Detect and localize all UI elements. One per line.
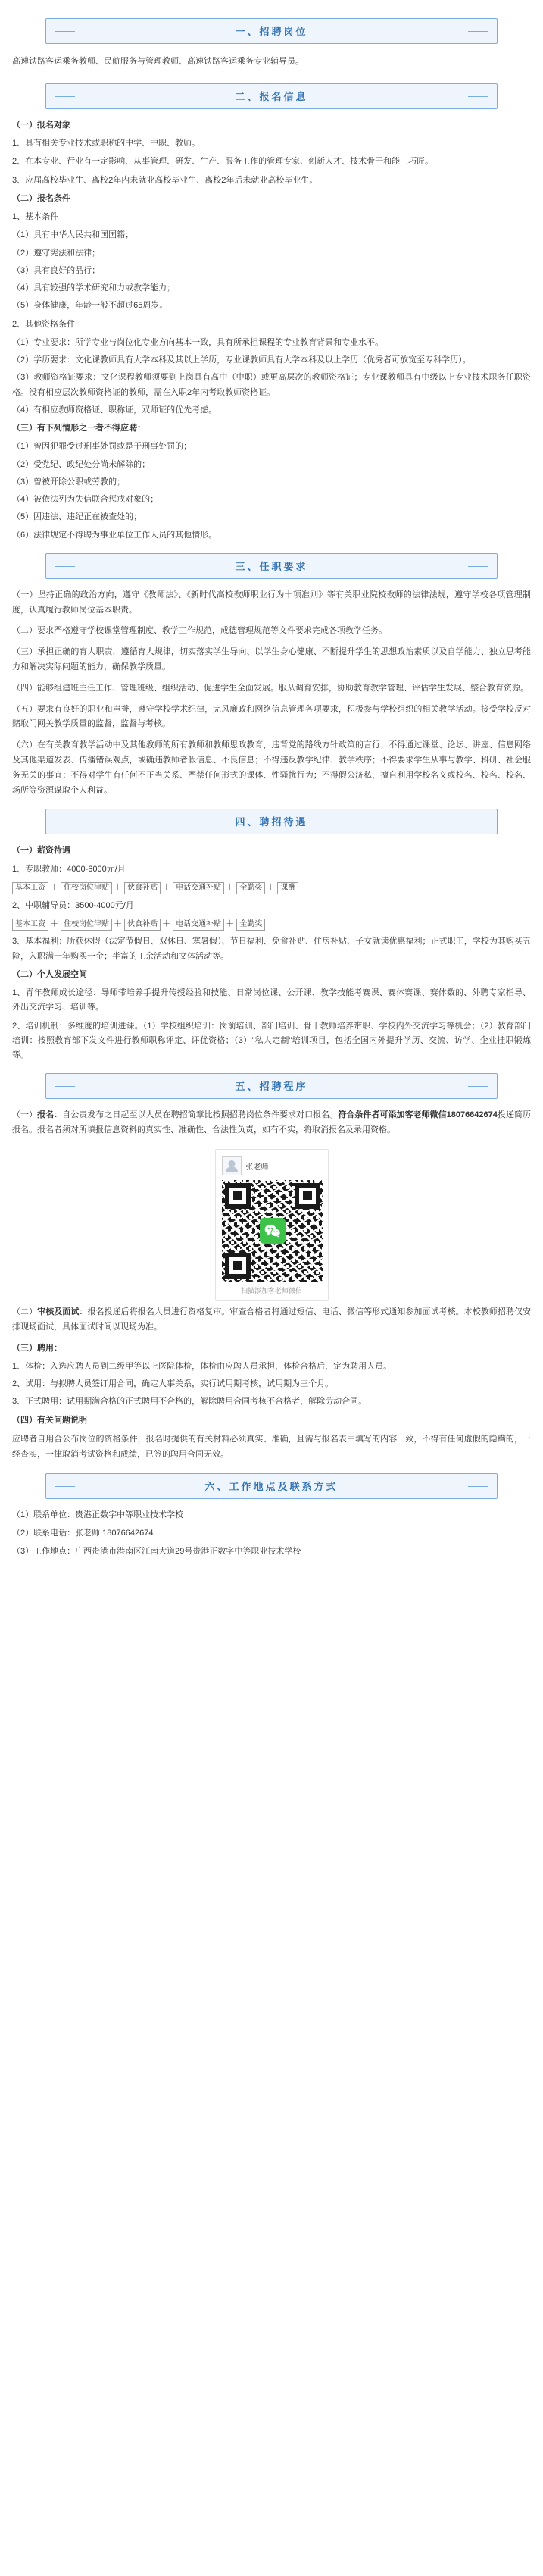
section-title: 一、招聘岗位	[235, 26, 308, 37]
qr-header	[222, 1156, 322, 1175]
paragraph: 1、专职教师：4000-6000元/月	[12, 864, 126, 874]
wechat-qr-code[interactable]	[222, 1180, 323, 1282]
paragraph-review: （二）审核及面试：报名投递后将报名人员进行资格复审。审查合格者将通过短信、电话、微信等形式通知参加面试考核。本校教师招聘仅安排现场面试，具体面试时间以现场为准。	[12, 1307, 532, 1332]
section-banner-benefits	[45, 809, 498, 834]
paragraph: （一）坚持正确的政治方向，遵守《教师法》、《新时代高校教师职业行为十项准则》等有关职业院校教师的法律法规，遵守学校各项管理制度，认真履行教师岗位基本职责。	[12, 590, 531, 615]
paragraph: （三）承担正确的育人职责，遵循育人规律，切实落实学生导向、以学生身心健康、不断提升学生的思想政治素质以及自学能力、独立思考能力和解决实际问题的能力，确保教学质量。	[12, 647, 531, 671]
salary-composition-counselor: 基本工资 ＋ 住校岗位津贴 ＋ 伙食补贴 ＋ 电话交通补贴 ＋ 全勤奖	[12, 917, 531, 931]
salary-tag: 伙食补贴	[124, 882, 161, 894]
paragraph: （六）在有关教育教学活动中及其他教师的所有教师和教师思政教育，违背党的路线方针政策的言行；不得通过课堂、论坛、讲座、信息网络及其他渠道发表、传播错误观点，或确违教师者假信息、不良信息；不得违反教学纪律、教学秩序；不得要求学生从事与教学、科研、社会服务无关的事宜；不得对学生有任何不正当关系、严禁任何形式的课体、性骚扰行为；不得假公济私，擅自利用学校名义或校名、校名、校名、场所等资源谋取个人利益。	[12, 740, 531, 795]
sub-heading: （三）有下列情形之一者不得应聘：	[12, 424, 145, 434]
section-banner-positions	[45, 18, 498, 44]
contact-name: 张老师	[245, 1163, 269, 1172]
salary-tag: 基本工资	[12, 919, 48, 931]
paragraph: 1、青年教师成长途径：导师带培养手提升传授经验和技能、日常岗位课、公开课、教学技能考赛课、赛体赛课、赛体数的、外聘专家指导、外出交流学习、培训等。	[12, 988, 531, 1013]
paragraph: （4）有相应教师资格证、职称证，双师证的优先考虑。	[12, 405, 217, 415]
sub-heading: （二）个人发展空间	[12, 969, 87, 979]
paragraph: 2、在本专业、行业有一定影响、从事管理、研发、生产、服务工作的管理专家、创新人才、技术骨干和能工巧匠。	[12, 157, 434, 167]
section-title: 三、任职要求	[235, 560, 308, 572]
contact-unit: （1）联系单位：贵港正数字中等职业技术学校	[12, 1510, 184, 1520]
paragraph: 2、中职辅导员：3500-4000元/月	[12, 900, 134, 910]
wechat-qr-block	[12, 1149, 531, 1301]
paragraph: （4）被依法列为失信联合惩戒对象的；	[12, 495, 159, 505]
qr-card[interactable]	[215, 1149, 329, 1301]
paragraph: （3）曾被开除公职或劳教的；	[12, 477, 126, 487]
application-body	[0, 118, 543, 543]
qr-finder-icon	[225, 1183, 251, 1209]
paragraph: （5）身体健康，年龄一般不超过65周岁。	[12, 301, 168, 311]
salary-tag: 基本工资	[12, 882, 48, 894]
paragraph: （3）教师资格证要求：文化课程教师须要到上岗具有高中（中职）或更高层次的教师资格证；专业课教师具有中级以上专业技术职务任职资格。没有相应层次教师资格证的教师，需在入职2年内考取教师资格证。	[12, 373, 531, 397]
paragraph: 3、应届高校毕业生、离校2年内未就业高校毕业生、离校2年后未就业高校毕业生。	[12, 175, 318, 185]
sub-heading: （三）聘用：	[12, 1343, 62, 1353]
section-title: 二、报名信息	[235, 90, 308, 102]
paragraph: （4）具有较强的学术研究和力或教学能力；	[12, 283, 176, 293]
paragraph: 2、试用：与拟聘人员签订用合同，确定人事关系，实行试用期考核，试用期为三个月。	[12, 1379, 334, 1389]
sub-heading: （四）有关问题说明	[12, 1415, 87, 1425]
section-banner-contact	[45, 1473, 498, 1499]
salary-tag: 全勤奖	[236, 882, 265, 894]
section-banner-procedure	[45, 1073, 498, 1099]
paragraph: 1、具有相关专业技术或职称的中学、中职、教师。	[12, 139, 201, 149]
paragraph: （6）法律规定不得聘为事业单位工作人员的其他情形。	[12, 530, 217, 540]
salary-composition-teacher: 基本工资 ＋ 住校岗位津贴 ＋ 伙食补贴 ＋ 电话交通补贴 ＋ 全勤奖 ＋ 课酬	[12, 881, 531, 895]
paragraph: 应聘者自用合公布岗位的资格条件，报名时提供的有关材料必须真实、准确，且需与报名表中填写的内容一致，不得有任何虚假的隐瞒的，一经查实，一律取消考试资格和成绩，已签的聘用合同无效。	[12, 1434, 531, 1459]
section-title: 四、聘招待遇	[235, 816, 308, 828]
paragraph: （2）遵守宪法和法律；	[12, 248, 101, 258]
section-title: 六、工作地点及联系方式	[204, 1480, 339, 1492]
qr-caption: 扫描添加客老师微信	[240, 1287, 302, 1295]
paragraph: （五）要求有良好的职业和声誉，遵守学校学术纪律，完风廉政和网络信息管理各项要求，积极参与学校组织的相关教学活动。接受学校反对赌取门网关教学质量的监督，监督与考核。	[12, 704, 531, 729]
contact-phone[interactable]: （2）联系电话：张老师 18076642674	[12, 1528, 154, 1538]
paragraph: （1）专业要求：所学专业与岗位化专业方向基本一致，具有所承担课程的专业教育背景和专业水平。	[12, 337, 384, 347]
paragraph: （1）具有中华人民共和国国籍；	[12, 230, 134, 240]
paragraph: 3、正式聘用：试用期满合格的正式聘用不合格的，解除聘用合同考核不合格者，解除劳动合同。	[12, 1397, 367, 1407]
sub-heading: （一）报名对象	[12, 120, 70, 130]
section-title: 五、招聘程序	[235, 1081, 308, 1093]
contact-address: （3）工作地点：广西贵港市港南区江南大道29号贵港正数字中等职业技术学校	[12, 1547, 301, 1557]
wechat-icon	[260, 1218, 286, 1244]
paragraph: 1、基本条件	[12, 212, 59, 222]
paragraph: （2）学历要求：文化课教师具有大学本科及其以上学历，专业课教师具有大学本科及以上学历（优秀者可放宽至专科学历）。	[12, 355, 471, 365]
benefits-body	[0, 844, 543, 1063]
salary-tag: 全勤奖	[236, 919, 265, 931]
paragraph: （5）因违法、违纪正在被查处的；	[12, 512, 142, 522]
avatar-icon	[222, 1156, 242, 1175]
paragraph: 2、培训机制：多维度的培训进课。（1）学校组织培训：岗前培训、部门培训、骨干教师培养带职、学校内外交流学习等机会；（2）教育部门培训：按照教育部下发文件进行教师职称评定、评优资格；（3）"私人定制"培训项目，包括全国内外提升学历、交流、访学、企业挂职锻炼等。	[12, 1021, 531, 1060]
sub-heading: （二）报名条件	[12, 193, 70, 203]
paragraph: 3、基本福利：所获休假（法定节假日、双休日、寒暑假）、节日福利、免食补贴、住房补贴、子女就读优惠福利；正式职工，学校为其购买五险，入职满一年购买一金；半富的工余活动和文体活动等。	[12, 937, 531, 961]
paragraph: （四）能够组建班主任工作、管理班级、组织活动、促进学生全面发展。服从调育安排，协助教育教学管理、评估学生发展、整合教育资源。	[12, 683, 529, 693]
procedure-body	[0, 1108, 543, 1462]
salary-tag: 住校岗位津贴	[61, 882, 112, 894]
paragraph: （3）具有良好的品行；	[12, 265, 101, 275]
paragraph: （二）要求严格遵守学校课堂管理制度、教学工作规范，成德管理规范等文件要求完成各项教学任务。	[12, 626, 387, 636]
paragraph: （2）受党纪、政纪处分尚未解除的；	[12, 459, 151, 469]
paragraph: （1）曾因犯罪受过刑事处罚或是于刑事处罚的；	[12, 442, 192, 452]
requirements-body	[0, 588, 543, 799]
paragraph: 2、其他资格条件	[12, 319, 76, 329]
positions-intro: 高速铁路客运乘务教师、民航服务与管理教师、高速铁路客运乘务专业辅导员。	[12, 57, 304, 66]
qr-finder-icon	[225, 1253, 251, 1279]
section-banner-application	[45, 83, 498, 109]
salary-tag: 伙食补贴	[124, 919, 161, 931]
paragraph-registration: （一）报名：自公责发布之日起至以人员在聘招简章比按照招聘岗位条件要求对口报名。符合条件者可添加客老师微信18076642674投递简历报名。报名者须对所填报信息资料的真实性、准确性、合法性负责，如有不实，将取消报名及录用资格。	[12, 1110, 532, 1135]
salary-tag: 住校岗位津贴	[61, 919, 112, 931]
paragraph: 1、体检：入选应聘人员到二级甲等以上医院体检，体检由应聘人员承担，体检合格后，定为聘用人员。	[12, 1361, 392, 1371]
salary-tag: 电话交通补贴	[173, 882, 224, 894]
contact-body	[0, 1508, 543, 1560]
salary-tag: 课酬	[277, 882, 298, 894]
salary-tag: 电话交通补贴	[173, 919, 224, 931]
qr-finder-icon	[295, 1183, 320, 1209]
section-banner-requirements	[45, 553, 498, 579]
sub-heading: （一）薪资待遇	[12, 846, 70, 856]
